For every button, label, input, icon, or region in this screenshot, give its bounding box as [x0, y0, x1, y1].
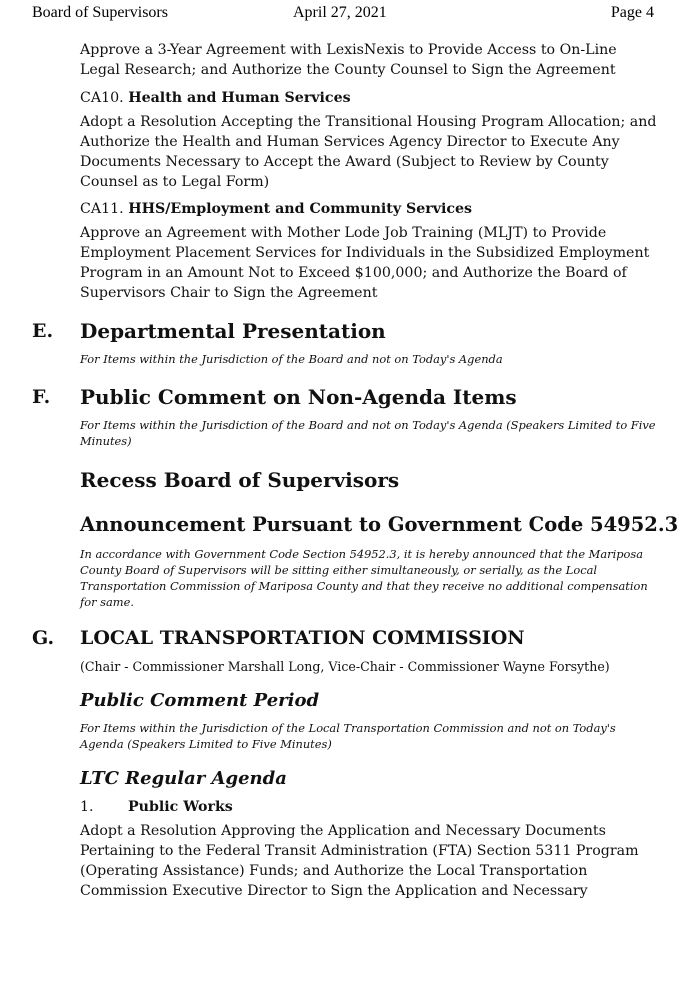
page-header [32, 4, 654, 24]
ca11-number: CA11. [80, 201, 124, 217]
public-comment-period-title: Public Comment Period [80, 690, 320, 711]
ltc-item-1-title: Public Works [128, 799, 233, 815]
section-g-title: LOCAL TRANSPORTATION COMMISSION [80, 627, 525, 649]
section-e-letter: E. [32, 320, 54, 342]
ca9-description: Approve a 3-Year Agreement with LexisNexis to Provide Access to On-Line Legal Research; and Authorize the County Counsel to Sign the Agreement [80, 42, 617, 78]
section-f-letter: F. [32, 386, 51, 408]
ltc-chair-line: (Chair - Commissioner Marshall Long, Vice-Chair - Commissioner Wayne Forsythe) [80, 659, 610, 674]
ca11-description: Approve an Agreement with Mother Lode Job Training (MLJT) to Provide Employment Placement Services for Individuals in the Subsidized Employment Program in an Amount Not to Exceed $100,000; and Authorize the Board of Supervisors Chair to Sign the Agreement [80, 225, 650, 301]
section-g-letter: G. [32, 627, 55, 649]
ltc-item-1-heading [80, 797, 660, 817]
ca10-number: CA10. [80, 90, 124, 106]
public-comment-period-note: For Items within the Jurisdiction of the Local Transportation Commission and not on Today's Agenda (Speakers Limited to Five Minutes) [80, 721, 616, 751]
ca10-description: Adopt a Resolution Accepting the Transitional Housing Program Allocation; and Authorize the Health and Human Services Agency Director to Execute Any Documents Necessary to Accept the Award (Subject to Review by County Counsel as to Legal Form) [80, 114, 657, 190]
ca10-title: Health and Human Services [128, 90, 351, 106]
announcement-note: In accordance with Government Code Section 54952.3, it is hereby announced that the Mariposa County Board of Supervisors will be sitting either simultaneously, or serially, as the Local Transportation Commission of Mariposa County and that they receive no additional compensation for same. [80, 547, 648, 609]
ca11-title: HHS/Employment and Community Services [128, 201, 473, 217]
header-board-name: Board of Supervisors [32, 4, 168, 21]
section-e-title: Departmental Presentation [80, 319, 386, 343]
announcement-title: Announcement Pursuant to Government Code 54952.3 [80, 513, 679, 536]
section-f-note: For Items within the Jurisdiction of the Board and not on Today's Agenda (Speakers Limited to Five Minutes) [80, 418, 656, 448]
section-e-note: For Items within the Jurisdiction of the Board and not on Today's Agenda [80, 352, 503, 366]
ca11-heading [80, 199, 660, 219]
header-page-number: Page 4 [610, 4, 654, 21]
section-f-title: Public Comment on Non-Agenda Items [80, 385, 517, 409]
ltc-item-1-description: Adopt a Resolution Approving the Application and Necessary Documents Pertaining to the Federal Transit Administration (FTA) Section 5311 Program (Operating Assistance) Funds; and Authorize the Local Transportation Commission Executive Director to Sign the Application and Necessary [80, 823, 639, 899]
recess-title: Recess Board of Supervisors [80, 468, 400, 492]
ltc-regular-agenda-title: LTC Regular Agenda [80, 768, 287, 789]
ca10-heading [80, 88, 660, 108]
header-date: April 27, 2021 [293, 4, 387, 21]
ltc-item-1-number: 1. [80, 799, 94, 815]
